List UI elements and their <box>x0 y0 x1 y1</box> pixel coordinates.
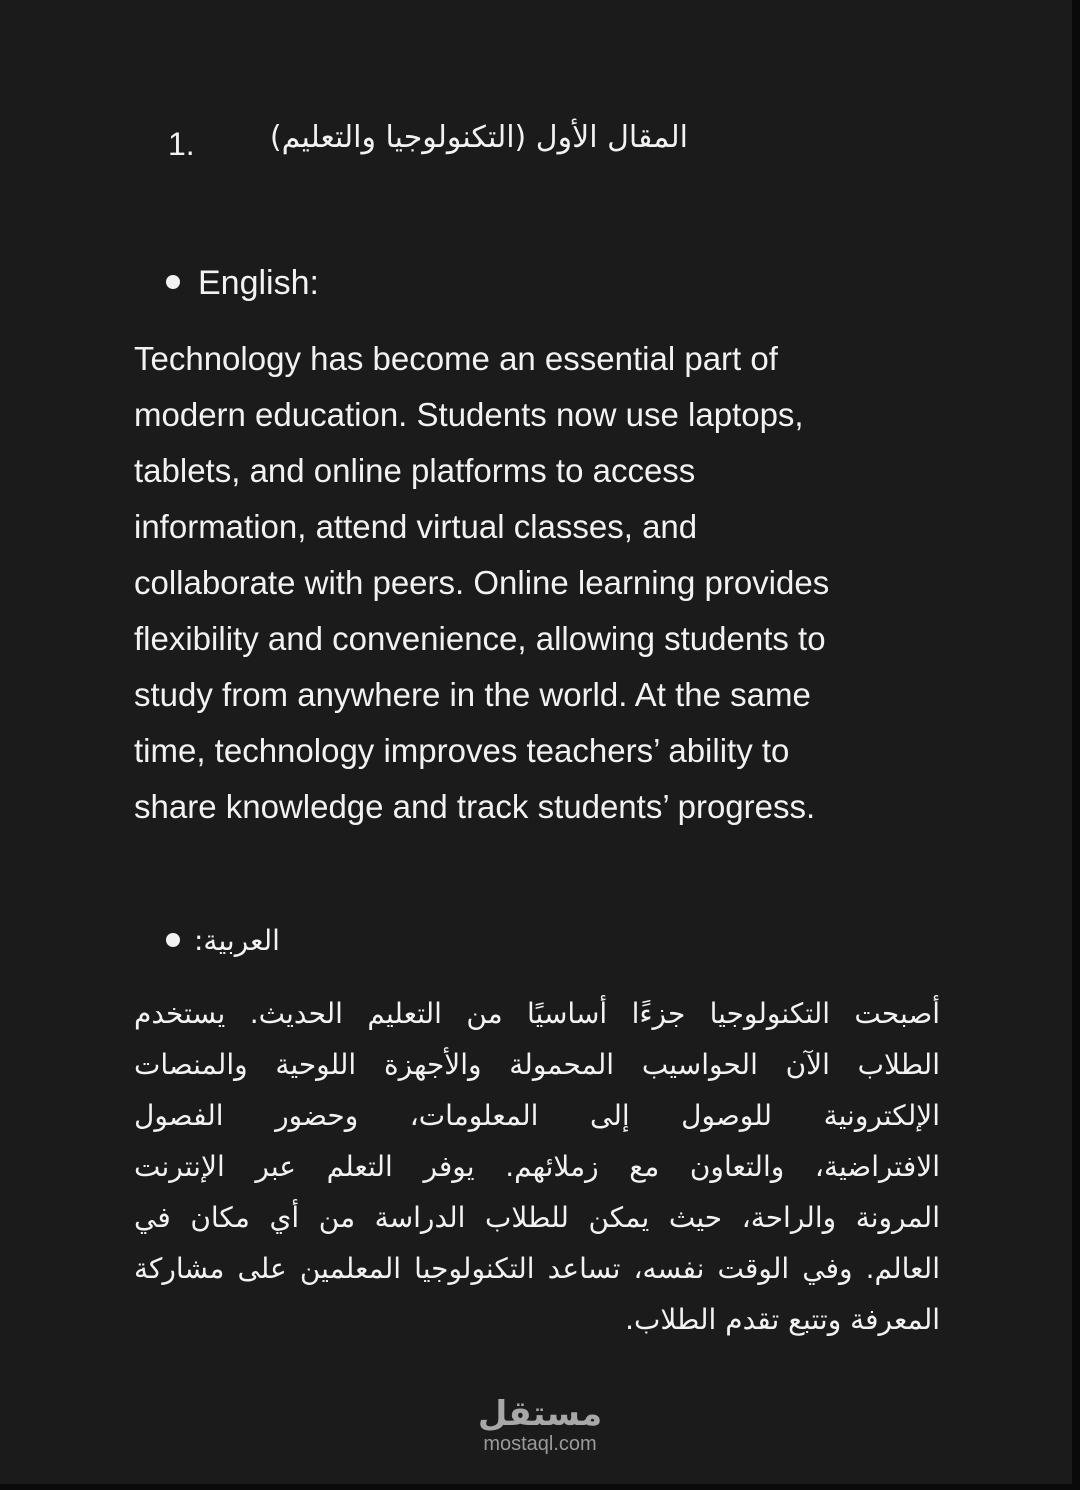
english-line: study from anywhere in the world. At the same <box>134 676 811 713</box>
arabic-line: الطلاب الآن الحواسيب المحمولة والأجهزة اللوحية والمنصات <box>134 1048 940 1081</box>
arabic-line: أصبحت التكنولوجيا جزءًا أساسيًا من التعليم الحديث. يستخدم <box>134 997 940 1030</box>
arabic-line: الافتراضية، والتعاون مع زملائهم. يوفر التعلم عبر الإنترنت <box>134 1150 940 1183</box>
heading-number: 1. <box>168 126 195 162</box>
bullet-icon <box>166 275 180 289</box>
english-line: collaborate with peers. Online learning provides <box>134 564 830 601</box>
english-line: Technology has become an essential part of <box>134 340 778 377</box>
arabic-bullet <box>166 924 280 957</box>
arabic-line: المعرفة وتتبع تقدم الطلاب. <box>625 1303 940 1336</box>
heading-title: المقال الأول (التكنولوجيا والتعليم) <box>269 120 688 155</box>
english-line: tablets, and online platforms to access <box>134 452 696 489</box>
english-line: time, technology improves teachers’ ability to <box>134 732 790 769</box>
mostaql-logo: مستقل <box>477 1394 603 1434</box>
english-label: English: <box>198 264 319 302</box>
mostaql-watermark <box>440 1394 640 1454</box>
english-line: flexibility and convenience, allowing students to <box>134 620 826 657</box>
arabic-label: العربية: <box>194 924 280 957</box>
english-bullet <box>166 264 319 303</box>
english-line: modern education. Students now use laptops, <box>134 396 804 433</box>
english-line: information, attend virtual classes, and <box>134 508 698 545</box>
arabic-paragraph <box>134 988 940 1345</box>
arabic-line: الإلكترونية للوصول إلى المعلومات، وحضور الفصول <box>134 1099 940 1132</box>
article-heading <box>168 118 688 174</box>
watermark-domain: mostaql.com <box>483 1433 597 1455</box>
arabic-line: المرونة والراحة، حيث يمكن للطلاب الدراسة من أي مكان في <box>134 1201 940 1234</box>
bullet-icon <box>166 933 180 947</box>
english-line: share knowledge and track students’ progress. <box>134 788 816 825</box>
arabic-line: العالم. وفي الوقت نفسه، تساعد التكنولوجيا المعلمين على مشاركة <box>134 1252 940 1285</box>
english-paragraph <box>134 331 964 835</box>
